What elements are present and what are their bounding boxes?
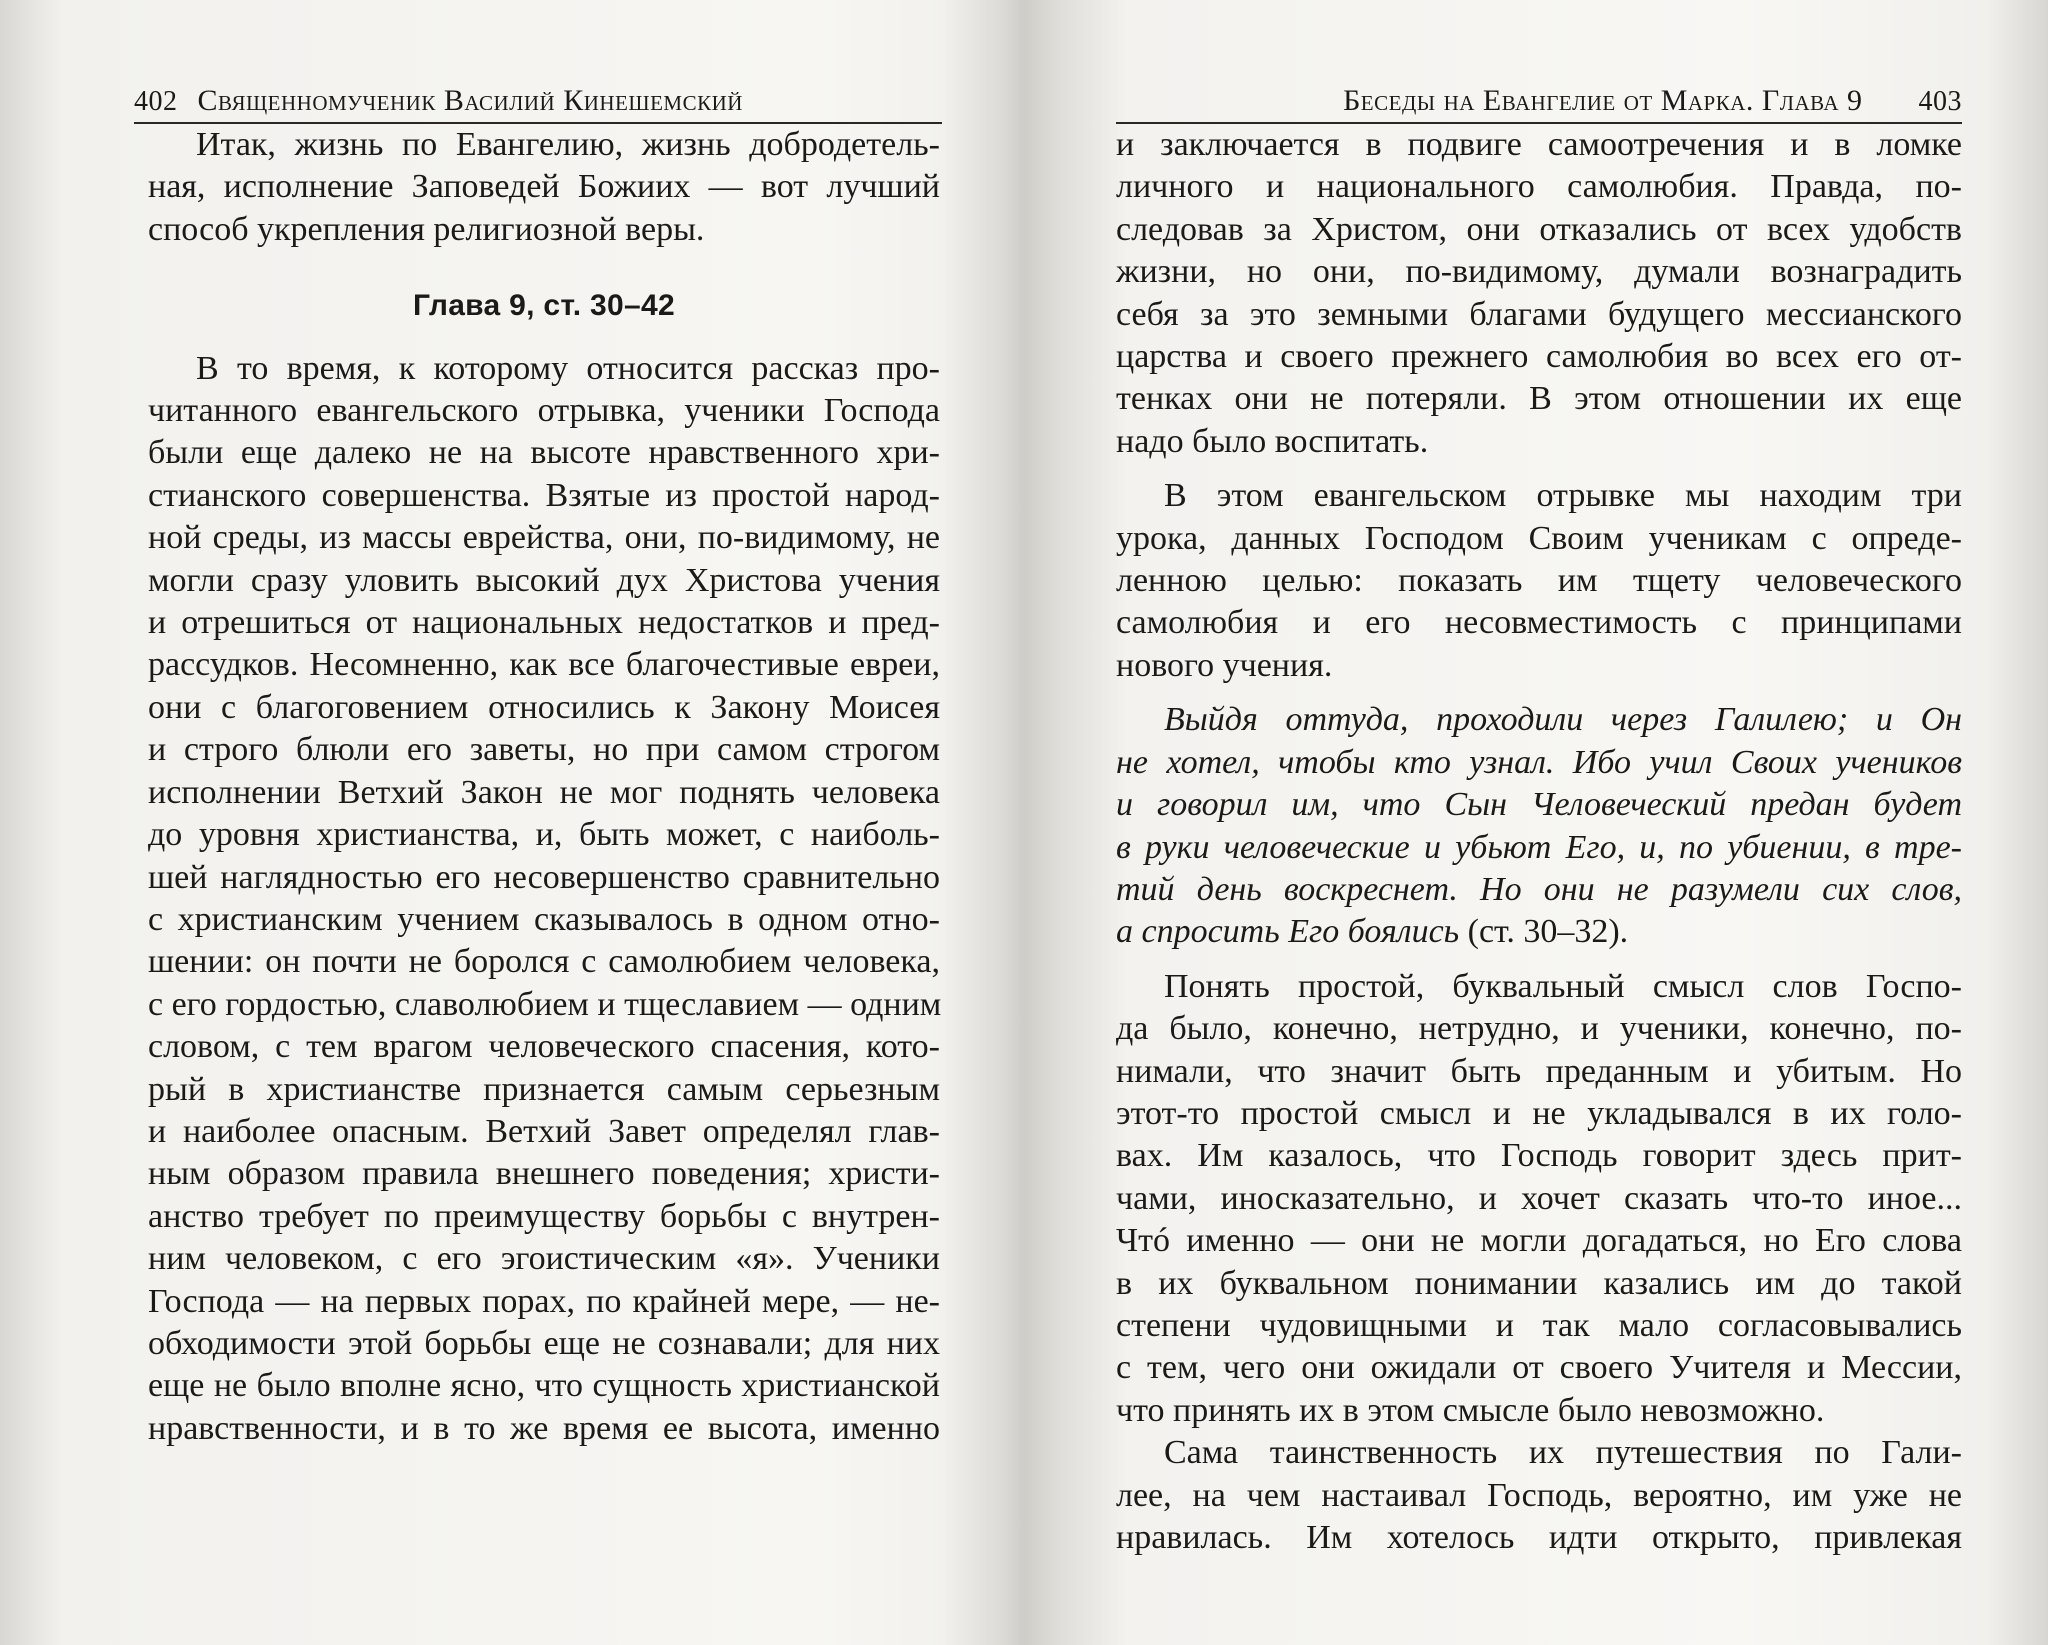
text-line: с тем, чего они ожидали от своего Учителя и Мессии, xyxy=(1116,1349,1962,1387)
text-line: жизни, но они, по-видимому, думали вознаградить xyxy=(1116,253,1962,291)
text-line: читанного евангельского отрывка, ученики Господа xyxy=(148,392,940,430)
text-line: ной среды, из массы еврейства, они, по-видимому, не xyxy=(148,519,940,557)
running-head-left xyxy=(134,78,942,124)
text-line: этот-то простой смысл и не укладывался в их голо- xyxy=(1116,1094,1962,1132)
scripture-quote xyxy=(1116,699,1962,953)
running-head-right xyxy=(1116,78,1962,124)
text-line: Чтó именно — они не могли догадаться, но Его слова xyxy=(1116,1222,1962,1260)
paragraph xyxy=(148,348,940,1451)
text-line: самолюбия и его несовместимость с принципами xyxy=(1116,604,1962,642)
text-line: ним человеком, с его эгоистическим «я». Ученики xyxy=(148,1240,940,1278)
text-line: и заключается в подвиге самоотречения и в ломке xyxy=(1116,126,1962,163)
quote-line: и говорил им, что Сын Человеческий предан будет xyxy=(1116,786,1962,824)
text-line: в их буквальном понимании казались им до такой xyxy=(1116,1264,1962,1302)
running-head-title-right: Беседы на Евангелие от Марка. Глава 9 xyxy=(1343,84,1863,117)
text-line: и отрешиться от национальных недостатков и пред- xyxy=(148,604,940,642)
quote-line: Выйдя оттуда, проходили через Галилею; и Он xyxy=(1164,701,1962,739)
text-line: с христианским учением сказывалось в одном отно- xyxy=(148,900,940,938)
text-line: анство требует по преимуществу борьбы с внутрен- xyxy=(148,1197,940,1235)
text-line: В то время, к которому относится рассказ про- xyxy=(196,349,940,387)
page-number-left: 402 xyxy=(134,86,178,117)
text-line: урока, данных Господом Своим ученикам с опреде- xyxy=(1116,519,1962,557)
paragraph xyxy=(148,124,940,251)
text-line: нимали, что значит быть преданным и убитым. Но xyxy=(1116,1052,1962,1090)
text-line: степени чудовищными и так мало согласовывались xyxy=(1116,1306,1962,1344)
text-line: Понять простой, буквальный смысл слов Госпо- xyxy=(1164,967,1962,1005)
text-line: нравилась. Им хотелось идти открыто, привлекая xyxy=(1116,1519,1962,1556)
text-line: словом, с тем врагом человеческого спасения, кото- xyxy=(148,1028,940,1066)
paragraph-gap xyxy=(1116,463,1962,475)
quote-line: в руки человеческие и убьют Его, и, по убиении, в тре- xyxy=(1116,828,1962,866)
paragraph xyxy=(1116,1432,1962,1559)
text-line: нового учения. xyxy=(1116,646,1333,684)
text-line: еще не было вполне ясно, что сущность христианской xyxy=(148,1367,940,1405)
text-line: и строго блюли его заветы, но при самом строгом xyxy=(148,731,940,769)
paragraph xyxy=(1116,124,1962,463)
text-line: тенках они не потеряли. В этом отношении их еще xyxy=(1116,380,1962,418)
paragraph xyxy=(1116,966,1962,1432)
text-line: ная, исполнение Заповедей Божиих — вот лучший xyxy=(148,168,940,206)
text-line: лее, на чем настаивал Господь, вероятно, им уже не xyxy=(1116,1476,1962,1514)
text-line: нравственности, и в то же время ее высота, именно xyxy=(148,1409,940,1447)
text-line: царства и своего прежнего самолюбия во всех его от- xyxy=(1116,338,1962,376)
text-line: Господа — на первых порах, по крайней мере, — не- xyxy=(148,1282,940,1320)
text-line: вах. Им казалось, что Господь говорит здесь прит- xyxy=(1116,1137,1962,1175)
quote-end-italic: а спросить Его боялись xyxy=(1116,913,1460,951)
text-line: шении: он почти не боролся с самолюбием человека, xyxy=(148,943,940,981)
text-line: исполнении Ветхий Закон не мог поднять человека xyxy=(148,773,940,811)
right-page xyxy=(1038,0,2048,1645)
text-line: шей наглядностью его несовершенство сравнительно xyxy=(148,858,940,896)
verse-reference: (ст. 30–32). xyxy=(1459,913,1629,951)
text-line: до уровня христианства, и, быть может, с наиболь- xyxy=(148,816,940,854)
text-line: рассудков. Несомненно, как все благочестивые евреи, xyxy=(148,646,940,684)
text-line: Сама таинственность их путешествия по Гали- xyxy=(1164,1434,1962,1472)
text-line: В этом евангельском отрывке мы находим три xyxy=(1164,477,1962,515)
left-page xyxy=(0,0,1010,1645)
text-line: обходимости этой борьбы еще не сознавали; для них xyxy=(148,1324,940,1362)
text-line: ленною целью: показать им тщету человеческого xyxy=(1116,562,1962,600)
text-line: могли сразу уловить высокий дух Христова учения xyxy=(148,561,940,599)
text-line: ным образом правила внешнего поведения; христи- xyxy=(148,1155,940,1193)
quote-line: тий день воскреснет. Но они не разумели сих слов, xyxy=(1116,870,1962,908)
paragraph-gap xyxy=(1116,954,1962,966)
text-line: себя за это земными благами будущего мессианского xyxy=(1116,295,1962,333)
text-line: были еще далеко не на высоте нравственного хри- xyxy=(148,434,940,472)
text-line: личного и национального самолюбия. Правда, по- xyxy=(1116,168,1962,206)
text-line: рый в христианстве признается самым серьезным xyxy=(148,1070,940,1108)
text-line: чами, иносказательно, и хочет сказать что-то иное... xyxy=(1116,1179,1962,1217)
quote-line xyxy=(1116,911,1962,953)
left-page-body xyxy=(148,124,940,1450)
running-head-title-left: Священномученик Василий Кинешемский xyxy=(197,84,743,117)
paragraph xyxy=(1116,475,1962,687)
right-page-body xyxy=(1116,124,1962,1559)
page-number-right: 403 xyxy=(1918,86,1962,117)
text-line: да было, конечно, нетрудно, и ученики, конечно, по- xyxy=(1116,1010,1962,1048)
text-line: способ укрепления религиозной веры. xyxy=(148,210,705,248)
text-line: стианского совершенства. Взятые из простой народ- xyxy=(148,476,940,514)
quote-line: не хотел, чтобы кто узнал. Ибо учил Своих учеников xyxy=(1116,743,1962,781)
chapter-heading: Глава 9, ст. 30–42 xyxy=(413,289,675,323)
paragraph-gap xyxy=(1116,687,1962,699)
text-line: они с благоговением относились к Закону Моисея xyxy=(148,688,940,726)
text-line: следовав за Христом, они отказались от всех удобств xyxy=(1116,210,1962,248)
text-line: Итак, жизнь по Евангелию, жизнь добродетель- xyxy=(196,126,940,163)
text-line: что принять их в этом смысле было невозможно. xyxy=(1116,1391,1825,1429)
text-line: надо было воспитать. xyxy=(1116,422,1429,460)
text-line: и наиболее опасным. Ветхий Завет определял глав- xyxy=(148,1112,940,1150)
text-line: с его гордостью, славолюбием и тщеславием — одним xyxy=(148,985,942,1023)
